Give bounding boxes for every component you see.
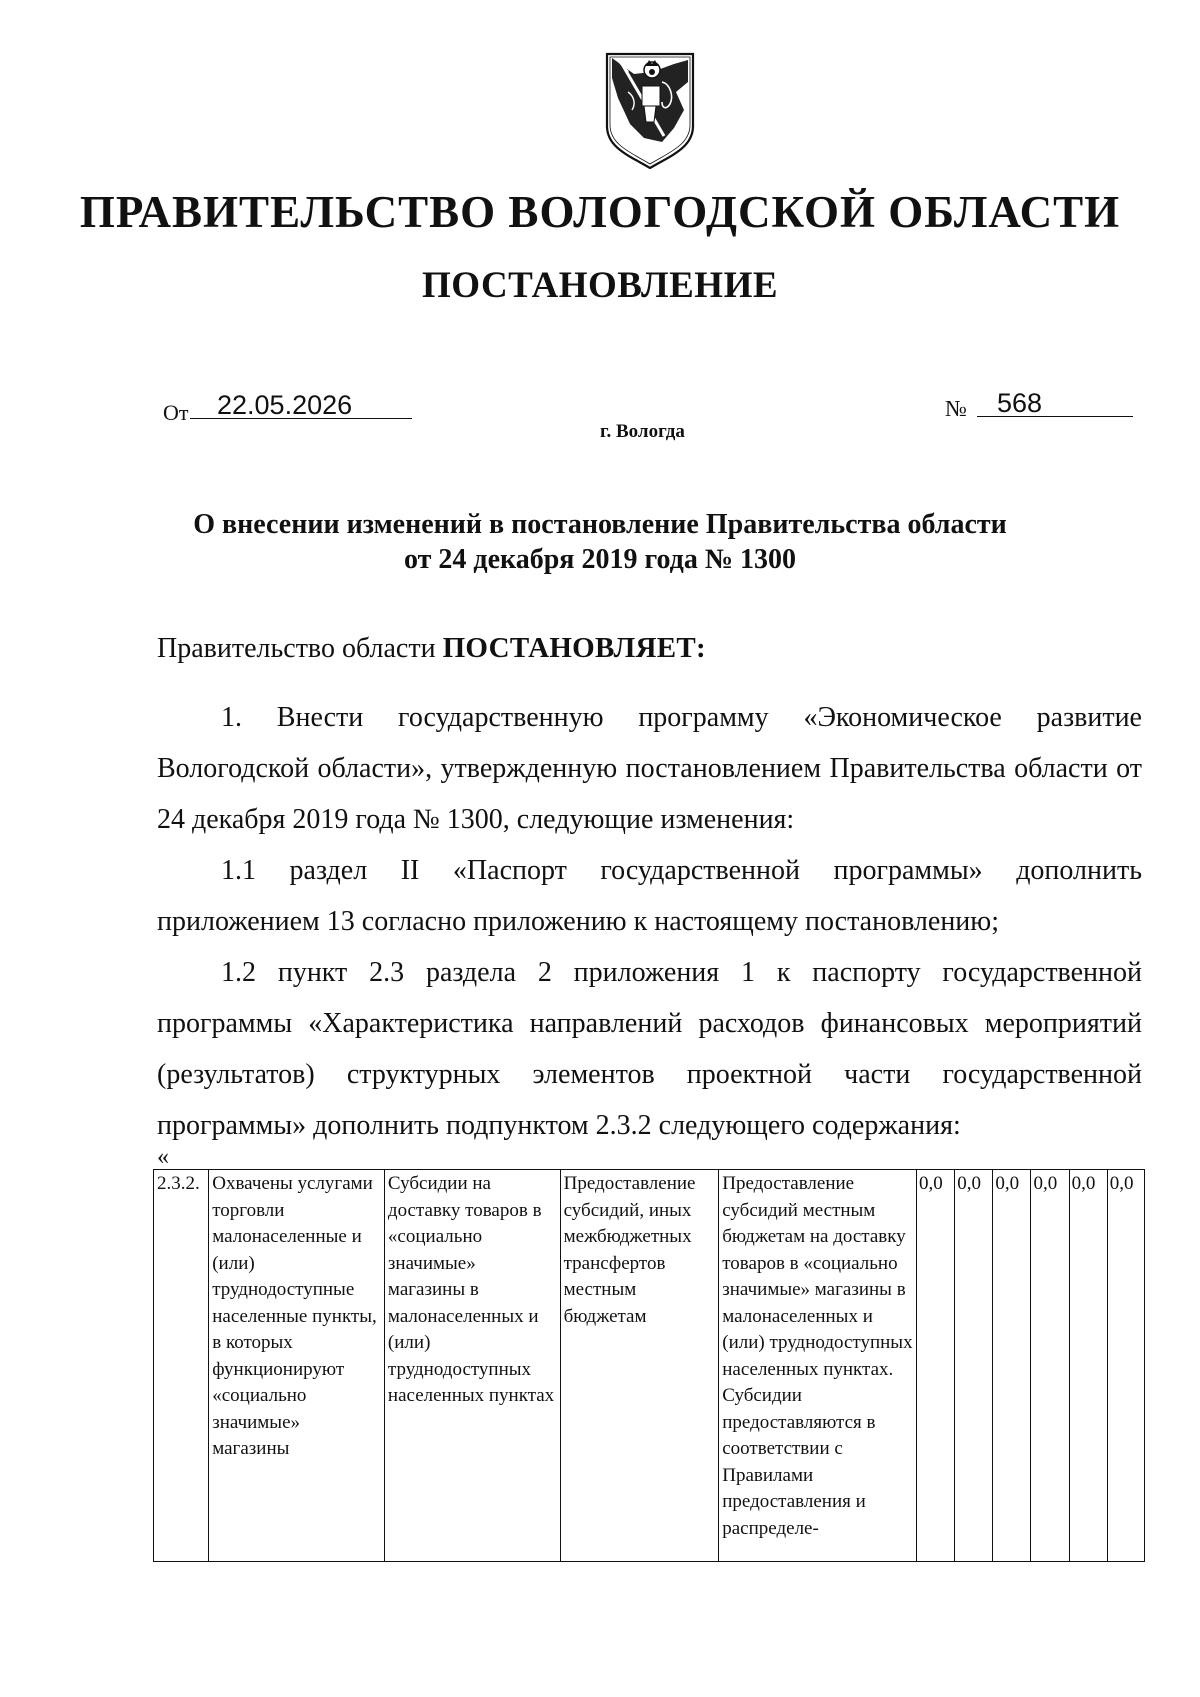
expense-type-cell: Предоставление субсидий, иных межбюджетных трансфертов местным бюджетам [560, 1170, 719, 1562]
resolves-word: ПОСТАНОВЛЯЕТ: [442, 632, 706, 664]
paragraph-1: 1. Внести государственную программу «Экономическое развитие Вологодской области», утвержденную постановлением Правительства области от 24 декабря 2019 года № 1300, следующие изменения: [157, 702, 1142, 835]
government-title: ПРАВИТЕЛЬСТВО ВОЛОГОДСКОЙ ОБЛАСТИ [79, 187, 1121, 237]
document-date: 22.05.2026 [217, 390, 353, 420]
date-label: От [163, 400, 189, 425]
document-type-title: ПОСТАНОВЛЕНИЕ [421, 265, 779, 306]
resolves-prefix: Правительство области [157, 633, 436, 664]
paragraph-1-2: 1.2 пункт 2.3 раздела 2 приложения 1 к паспорту государственной программы «Характеристика направлений расходов финансовых мероприятий (результатов) структурных элементов проектной части государственной программы» дополнить подпунктом 2.3.2 следующего содержания: [157, 957, 1142, 1141]
description-cell: Предоставление субсидий местным бюджетам на доставку товаров в «социально значимые» магазины в малонаселенных и (или) труднодоступных населенных пунктах. Субсидии предоставляются в соответствии с Правилами предоставления и распределе- [719, 1170, 917, 1562]
subject-line-1: О внесении изменений в постановление Правительства области [193, 509, 1007, 540]
value-cell: 0,0 [955, 1170, 993, 1562]
city-label: г. Вологда [600, 421, 685, 442]
resolution-preamble [157, 632, 706, 665]
result-cell: Охвачены услугами торговли малонаселенные и (или) труднодоступные населенные пункты, в которых функционируют «социально значимые» магазины [209, 1170, 385, 1562]
coat-of-arms-emblem [604, 52, 696, 169]
value-cell: 0,0 [1107, 1170, 1144, 1562]
value-cell: 0,0 [1069, 1170, 1107, 1562]
subject-line-2: от 24 декабря 2019 года № 1300 [404, 544, 796, 575]
value-cell: 0,0 [1031, 1170, 1069, 1562]
document-subject [0, 507, 1200, 577]
paragraph-1-1: 1.1 раздел II «Паспорт государственной программы» дополнить приложением 13 согласно приложению к настоящему постановлению; [157, 855, 1142, 937]
inserted-table [153, 1169, 1145, 1562]
table-row [154, 1170, 1145, 1562]
value-cell: 0,0 [993, 1170, 1031, 1562]
row-number-cell: 2.3.2. [154, 1170, 209, 1562]
opening-quote: « [157, 1144, 169, 1170]
event-cell: Субсидии на доставку товаров в «социально значимые» магазины в малонаселенных и (или) труднодоступных населенных пунктах [384, 1170, 560, 1562]
value-cell: 0,0 [917, 1170, 955, 1562]
document-number: 568 [997, 388, 1043, 418]
number-label: № [945, 396, 967, 421]
